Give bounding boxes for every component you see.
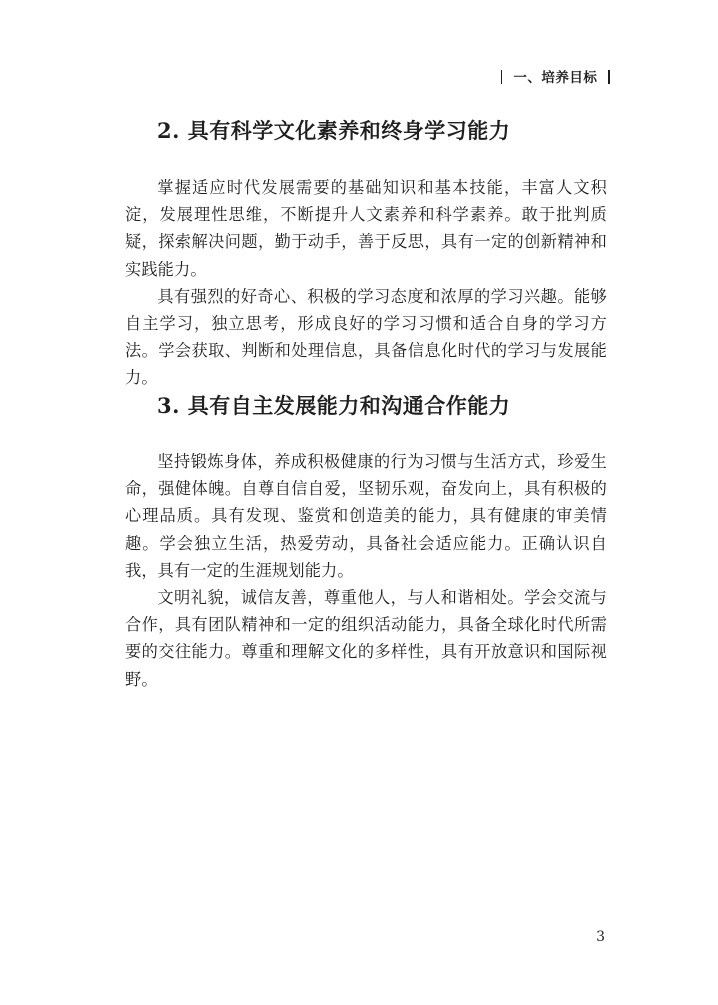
section-title-3: 3. 具有自主发展能力和沟通合作能力 <box>157 393 511 418</box>
section-2-paragraph-2: 具有强烈的好奇心、积极的学习态度和浓厚的学习兴趣。能够自主学习，独立思考，形成良好的学习习惯和适合自身的学习方法。学会获取、判断和处理信息，具备信息化时代的学习与发展能力。 <box>125 286 607 388</box>
section-3-body <box>125 448 607 693</box>
section-title-2: 2. 具有科学文化素养和终身学习能力 <box>157 118 511 143</box>
header-divider-left <box>501 70 503 84</box>
page-number: 3 <box>596 929 605 945</box>
header-section-label: 一、培养目标 <box>513 70 598 86</box>
section-3-paragraph-1: 坚持锻炼身体，养成积极健康的行为习惯与生活方式，珍爱生命，强健体魄。自尊自信自爱，坚韧乐观，奋发向上，具有积极的心理品质。具有发现、鉴赏和创造美的能力，具有健康的审美情趣。学会独立生活，热爱劳动，具备社会适应能力。正确认识自我，具有一定的生涯规划能力。 <box>125 452 607 580</box>
section-2-paragraph-1: 掌握适应时代发展需要的基础知识和基本技能，丰富人文积淀，发展理性思维，不断提升人文素养和科学素养。敢于批判质疑，探索解决问题，勤于动手，善于反思，具有一定的创新精神和实践能力。 <box>125 178 607 279</box>
running-header <box>501 66 610 86</box>
section-2-body <box>125 174 607 392</box>
header-divider-right <box>608 70 610 84</box>
section-3-paragraph-2: 文明礼貌，诚信友善，尊重他人，与人和谐相处。学会交流与合作，具有团队精神和一定的组织活动能力，具备全球化时代所需要的交往能力。尊重和理解文化的多样性，具有开放意识和国际视野。 <box>125 588 607 689</box>
